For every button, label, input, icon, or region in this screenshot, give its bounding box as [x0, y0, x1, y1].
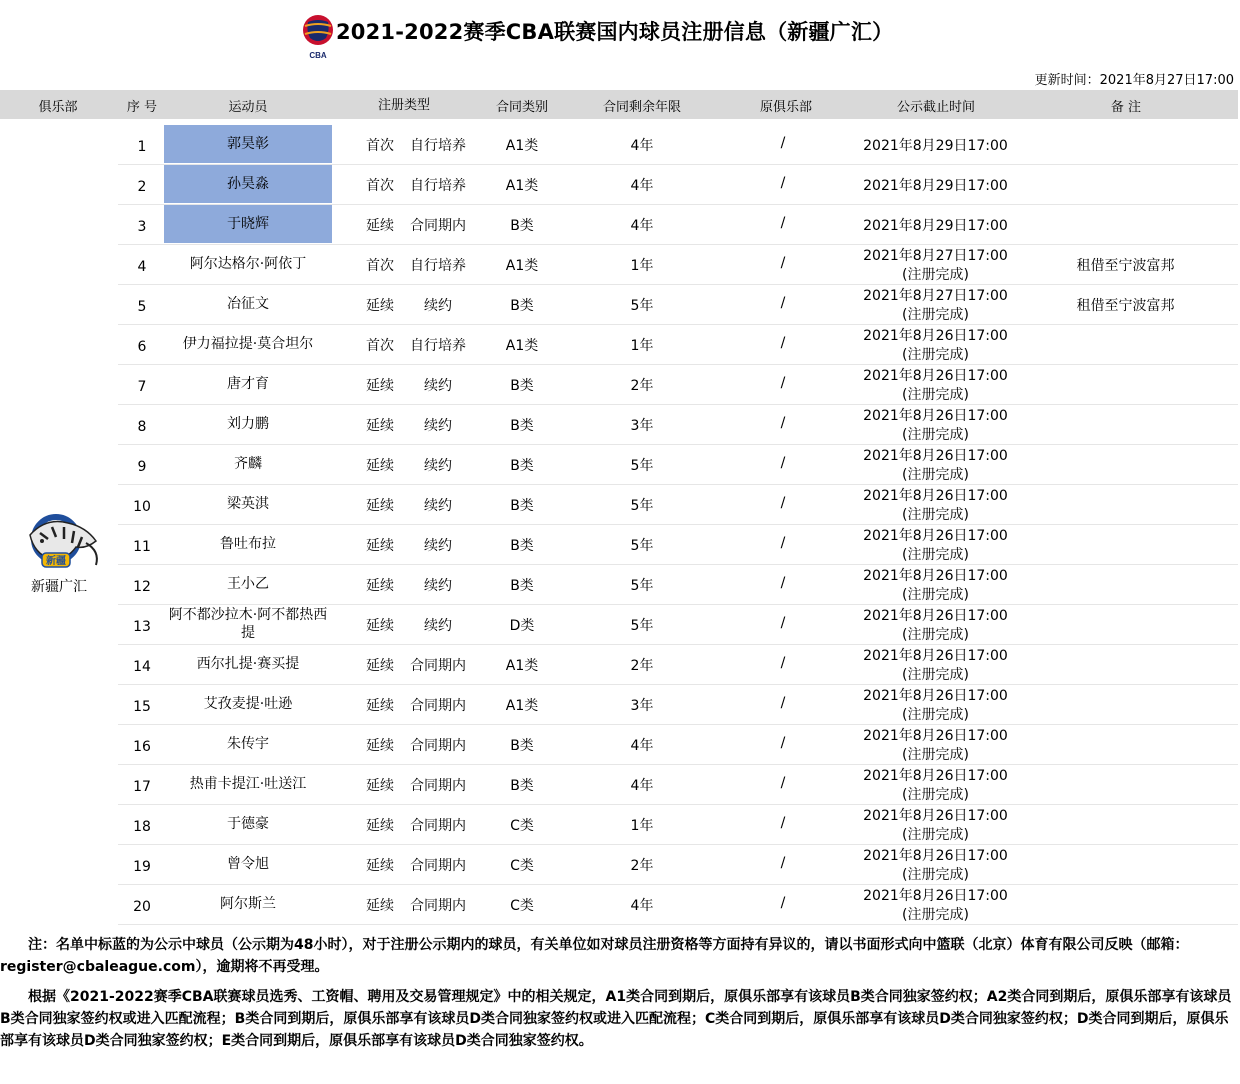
table-row [118, 605, 1238, 645]
col-reg-type: 注册类型 [377, 98, 430, 113]
deadline-time: 2021年8月26日17:00 [863, 408, 1008, 424]
contract-remaining: 5年 [630, 578, 654, 594]
contract-type: B类 [510, 578, 534, 594]
row-note: 租借至宁波富邦 [1076, 298, 1175, 314]
deadline [853, 447, 1018, 485]
previous-club: / [780, 815, 786, 831]
reg-subtype: 自行培养 [410, 338, 466, 354]
reg-type: 延续 [366, 418, 394, 434]
contract-type: A1类 [505, 338, 539, 354]
row-no: 12 [133, 579, 151, 595]
deadline-time: 2021年8月26日17:00 [863, 448, 1008, 464]
registration-status: (注册完成) [902, 747, 969, 763]
player-name: 唐才育 [227, 376, 269, 392]
row-no: 17 [133, 779, 151, 795]
svg-text:新疆: 新疆 [46, 556, 66, 567]
contract-remaining: 5年 [630, 498, 654, 514]
row-no: 13 [133, 619, 151, 635]
previous-club: / [780, 175, 786, 191]
registration-status: (注册完成) [902, 467, 969, 483]
reg-subtype: 自行培养 [410, 138, 466, 154]
table-row [118, 485, 1238, 525]
row-no: 11 [133, 539, 151, 555]
deadline-time: 2021年8月26日17:00 [863, 808, 1008, 824]
deadline [853, 327, 1018, 365]
reg-type: 延续 [366, 858, 394, 874]
table-row [118, 405, 1238, 445]
deadline [853, 487, 1018, 525]
contract-remaining: 2年 [630, 858, 654, 874]
reg-type: 延续 [366, 618, 394, 634]
deadline [853, 217, 1018, 236]
registration-status: (注册完成) [902, 627, 969, 643]
previous-club: / [780, 615, 786, 631]
player-name: 齐麟 [234, 456, 262, 472]
col-prev-club: 原俱乐部 [759, 100, 812, 115]
player-name: 曾令旭 [227, 856, 269, 872]
reg-type: 延续 [366, 778, 394, 794]
previous-club: / [780, 335, 786, 351]
deadline [853, 137, 1018, 156]
deadline [853, 607, 1018, 645]
deadline-time: 2021年8月26日17:00 [863, 568, 1008, 584]
player-name: 冶征文 [227, 296, 269, 312]
reg-type: 延续 [366, 538, 394, 554]
row-no: 14 [133, 659, 151, 675]
contract-type: A1类 [505, 698, 539, 714]
deadline [853, 177, 1018, 196]
previous-club: / [780, 415, 786, 431]
table-header [0, 90, 1238, 119]
contract-remaining: 5年 [630, 298, 654, 314]
deadline [853, 647, 1018, 685]
deadline [853, 367, 1018, 405]
deadline-time: 2021年8月26日17:00 [863, 768, 1008, 784]
reg-subtype: 合同期内 [410, 898, 466, 914]
player-name: 梁英淇 [227, 496, 269, 512]
player-name: 于晓辉 [164, 205, 332, 243]
contract-type: C类 [510, 818, 534, 834]
row-no: 7 [137, 379, 147, 395]
row-no: 19 [133, 859, 151, 875]
player-name: 郭昊彰 [164, 125, 332, 163]
previous-club: / [780, 735, 786, 751]
row-no: 3 [137, 219, 147, 235]
reg-subtype: 续约 [424, 498, 452, 514]
row-no: 5 [137, 299, 147, 315]
row-divider [118, 924, 1238, 925]
table-row [118, 565, 1238, 605]
registration-status: (注册完成) [902, 507, 969, 523]
table-row [118, 165, 1238, 205]
row-note: 租借至宁波富邦 [1076, 258, 1175, 274]
previous-club: / [780, 855, 786, 871]
previous-club: / [780, 135, 786, 151]
contract-type: B类 [510, 378, 534, 394]
table-row [118, 365, 1238, 405]
row-no: 15 [133, 699, 151, 715]
col-deadline: 公示截止时间 [896, 100, 975, 115]
contract-remaining: 3年 [630, 418, 654, 434]
reg-type: 延续 [366, 738, 394, 754]
reg-subtype: 续约 [424, 378, 452, 394]
previous-club: / [780, 495, 786, 511]
reg-type: 首次 [366, 258, 394, 274]
contract-type: B类 [510, 458, 534, 474]
registration-status: (注册完成) [902, 347, 969, 363]
player-table [118, 125, 1238, 925]
reg-subtype: 合同期内 [410, 218, 466, 234]
contract-remaining: 1年 [630, 818, 654, 834]
table-row [118, 845, 1238, 885]
reg-subtype: 合同期内 [410, 738, 466, 754]
deadline-time: 2021年8月26日17:00 [863, 688, 1008, 704]
player-name: 孙昊淼 [164, 165, 332, 203]
deadline [853, 847, 1018, 885]
player-name: 阿不都沙拉木·阿不都热西提 [168, 607, 328, 641]
registration-status: (注册完成) [902, 427, 969, 443]
row-no: 2 [137, 179, 147, 195]
col-note: 备 注 [1110, 100, 1142, 115]
previous-club: / [780, 655, 786, 671]
club-name: 新疆广汇 [31, 579, 87, 595]
deadline-time: 2021年8月26日17:00 [863, 488, 1008, 504]
contract-remaining: 4年 [630, 738, 654, 754]
table-row [118, 125, 1238, 165]
reg-subtype: 自行培养 [410, 178, 466, 194]
reg-subtype: 续约 [424, 298, 452, 314]
previous-club: / [780, 295, 786, 311]
registration-status: (注册完成) [902, 867, 969, 883]
contract-type: B类 [510, 498, 534, 514]
registration-status: (注册完成) [902, 547, 969, 563]
reg-type: 延续 [366, 498, 394, 514]
reg-type: 延续 [366, 698, 394, 714]
row-no: 4 [137, 259, 147, 275]
previous-club: / [780, 695, 786, 711]
previous-club: / [780, 255, 786, 271]
deadline-time: 2021年8月26日17:00 [863, 728, 1008, 744]
cba-logo-icon [300, 12, 336, 60]
contract-type: B类 [510, 538, 534, 554]
reg-subtype: 合同期内 [410, 858, 466, 874]
contract-remaining: 5年 [630, 538, 654, 554]
contract-type: B类 [510, 298, 534, 314]
reg-subtype: 续约 [424, 578, 452, 594]
contract-type: C类 [510, 858, 534, 874]
player-name: 朱传宇 [227, 736, 269, 752]
deadline [853, 687, 1018, 725]
reg-type: 延续 [366, 298, 394, 314]
notes [0, 934, 1236, 1060]
deadline-time: 2021年8月26日17:00 [863, 888, 1008, 904]
player-name: 伊力福拉提·莫合坦尔 [182, 336, 314, 352]
row-no: 16 [133, 739, 151, 755]
player-name: 刘力鹏 [227, 416, 269, 432]
deadline-time: 2021年8月27日17:00 [863, 248, 1008, 264]
tiger-logo-icon [16, 505, 104, 577]
player-name: 阿尔达格尔·阿依丁 [189, 256, 307, 272]
table-row [118, 805, 1238, 845]
contract-remaining: 5年 [630, 458, 654, 474]
table-row [118, 205, 1238, 245]
table-row [118, 245, 1238, 285]
reg-subtype: 续约 [424, 618, 452, 634]
note-1: 注：名单中标蓝的为公示中球员（公示期为48小时），对于注册公示期内的球员，有关单位如对球员注册资格等方面持有异议的，请以书面形式向中篮联（北京）体育有限公司反映（邮箱：register@cbaleague.com），逾期将不再受理。 [0, 937, 1189, 975]
previous-club: / [780, 455, 786, 471]
contract-type: B类 [510, 218, 534, 234]
player-name: 于德豪 [227, 816, 269, 832]
deadline-time: 2021年8月26日17:00 [863, 848, 1008, 864]
registration-status: (注册完成) [902, 267, 969, 283]
deadline-time: 2021年8月26日17:00 [863, 528, 1008, 544]
registration-status: (注册完成) [902, 587, 969, 603]
previous-club: / [780, 215, 786, 231]
contract-type: A1类 [505, 178, 539, 194]
deadline-time: 2021年8月27日17:00 [863, 288, 1008, 304]
deadline [853, 567, 1018, 605]
contract-type: D类 [509, 618, 535, 634]
contract-type: B类 [510, 738, 534, 754]
registration-status: (注册完成) [902, 907, 969, 923]
reg-type: 首次 [366, 178, 394, 194]
previous-club: / [780, 535, 786, 551]
player-name: 王小乙 [227, 576, 269, 592]
previous-club: / [780, 775, 786, 791]
contract-type: A1类 [505, 658, 539, 674]
deadline [853, 407, 1018, 445]
table-row [118, 645, 1238, 685]
reg-type: 延续 [366, 458, 394, 474]
deadline-time: 2021年8月26日17:00 [863, 328, 1008, 344]
reg-subtype: 合同期内 [410, 778, 466, 794]
deadline-time: 2021年8月29日17:00 [863, 138, 1008, 154]
reg-subtype: 续约 [424, 418, 452, 434]
player-name: 鲁吐布拉 [220, 536, 276, 552]
table-row [118, 765, 1238, 805]
col-remaining: 合同剩余年限 [602, 100, 681, 115]
deadline-time: 2021年8月26日17:00 [863, 368, 1008, 384]
col-no: 序 号 [126, 100, 158, 115]
deadline [853, 807, 1018, 845]
deadline [853, 767, 1018, 805]
previous-club: / [780, 375, 786, 391]
row-no: 9 [137, 459, 147, 475]
svg-text:CBA: CBA [309, 51, 327, 60]
contract-type: A1类 [505, 258, 539, 274]
registration-status: (注册完成) [902, 787, 969, 803]
registration-status: (注册完成) [902, 707, 969, 723]
deadline [853, 527, 1018, 565]
page-header [0, 10, 1240, 62]
table-row [118, 685, 1238, 725]
reg-type: 延续 [366, 818, 394, 834]
reg-subtype: 续约 [424, 458, 452, 474]
club-cell [0, 121, 118, 927]
registration-status: (注册完成) [902, 307, 969, 323]
reg-type: 延续 [366, 218, 394, 234]
deadline-time: 2021年8月29日17:00 [863, 218, 1008, 234]
table-row [118, 725, 1238, 765]
row-no: 18 [133, 819, 151, 835]
col-contract-type: 合同类别 [495, 100, 548, 115]
table-row [118, 325, 1238, 365]
updated-time: 更新时间：2021年8月27日17:00 [1034, 73, 1234, 88]
col-club: 俱乐部 [38, 100, 78, 115]
registration-status: (注册完成) [902, 827, 969, 843]
reg-subtype: 续约 [424, 538, 452, 554]
table-row [118, 525, 1238, 565]
contract-remaining: 4年 [630, 778, 654, 794]
table-row [118, 445, 1238, 485]
reg-subtype: 自行培养 [410, 258, 466, 274]
contract-type: A1类 [505, 138, 539, 154]
player-name: 艾孜麦提·吐逊 [203, 696, 293, 712]
deadline-time: 2021年8月26日17:00 [863, 648, 1008, 664]
contract-type: C类 [510, 898, 534, 914]
contract-remaining: 1年 [630, 338, 654, 354]
reg-subtype: 合同期内 [410, 698, 466, 714]
contract-remaining: 4年 [630, 218, 654, 234]
deadline [853, 887, 1018, 925]
contract-remaining: 5年 [630, 618, 654, 634]
registration-status: (注册完成) [902, 667, 969, 683]
contract-remaining: 4年 [630, 898, 654, 914]
reg-type: 延续 [366, 898, 394, 914]
contract-remaining: 2年 [630, 658, 654, 674]
reg-subtype: 合同期内 [410, 658, 466, 674]
contract-remaining: 1年 [630, 258, 654, 274]
note-2: 根据《2021-2022赛季CBA联赛球员选秀、工资帽、聘用及交易管理规定》中的相关规定，A1类合同到期后，原俱乐部享有该球员B类合同独家签约权；A2类合同到期后，原俱乐部享有该球员B类合同独家签约权或进入匹配流程；B类合同到期后，原俱乐部享有该球员D类合同独家签约权或进入匹配流程；C类合同到期后，原俱乐部享有该球员D类合同独家签约权；D类合同到期后，原俱乐部享有该球员D类合同独家签约权；E类合同到期后，原俱乐部享有该球员D类合同独家签约权。 [0, 989, 1232, 1049]
contract-remaining: 3年 [630, 698, 654, 714]
row-no: 20 [133, 899, 151, 915]
reg-type: 首次 [366, 138, 394, 154]
contract-type: B类 [510, 778, 534, 794]
registration-status: (注册完成) [902, 387, 969, 403]
player-name: 西尔扎提·赛买提 [196, 656, 300, 672]
table-row [118, 885, 1238, 925]
player-name: 阿尔斯兰 [220, 896, 276, 912]
deadline-time: 2021年8月26日17:00 [863, 608, 1008, 624]
row-no: 6 [137, 339, 147, 355]
contract-remaining: 2年 [630, 378, 654, 394]
previous-club: / [780, 895, 786, 911]
reg-subtype: 合同期内 [410, 818, 466, 834]
deadline [853, 247, 1018, 285]
contract-remaining: 4年 [630, 138, 654, 154]
reg-type: 延续 [366, 658, 394, 674]
reg-type: 首次 [366, 338, 394, 354]
reg-type: 延续 [366, 378, 394, 394]
player-name: 热甫卡提江·吐送江 [189, 776, 307, 792]
col-player: 运动员 [228, 100, 268, 115]
table-row [118, 285, 1238, 325]
row-no: 8 [137, 419, 147, 435]
row-no: 10 [133, 499, 151, 515]
contract-remaining: 4年 [630, 178, 654, 194]
deadline [853, 727, 1018, 765]
reg-type: 延续 [366, 578, 394, 594]
contract-type: B类 [510, 418, 534, 434]
previous-club: / [780, 575, 786, 591]
deadline [853, 287, 1018, 325]
page-title: 2021-2022赛季CBA联赛国内球员注册信息（新疆广汇） [336, 20, 894, 44]
deadline-time: 2021年8月29日17:00 [863, 178, 1008, 194]
row-no: 1 [137, 139, 147, 155]
